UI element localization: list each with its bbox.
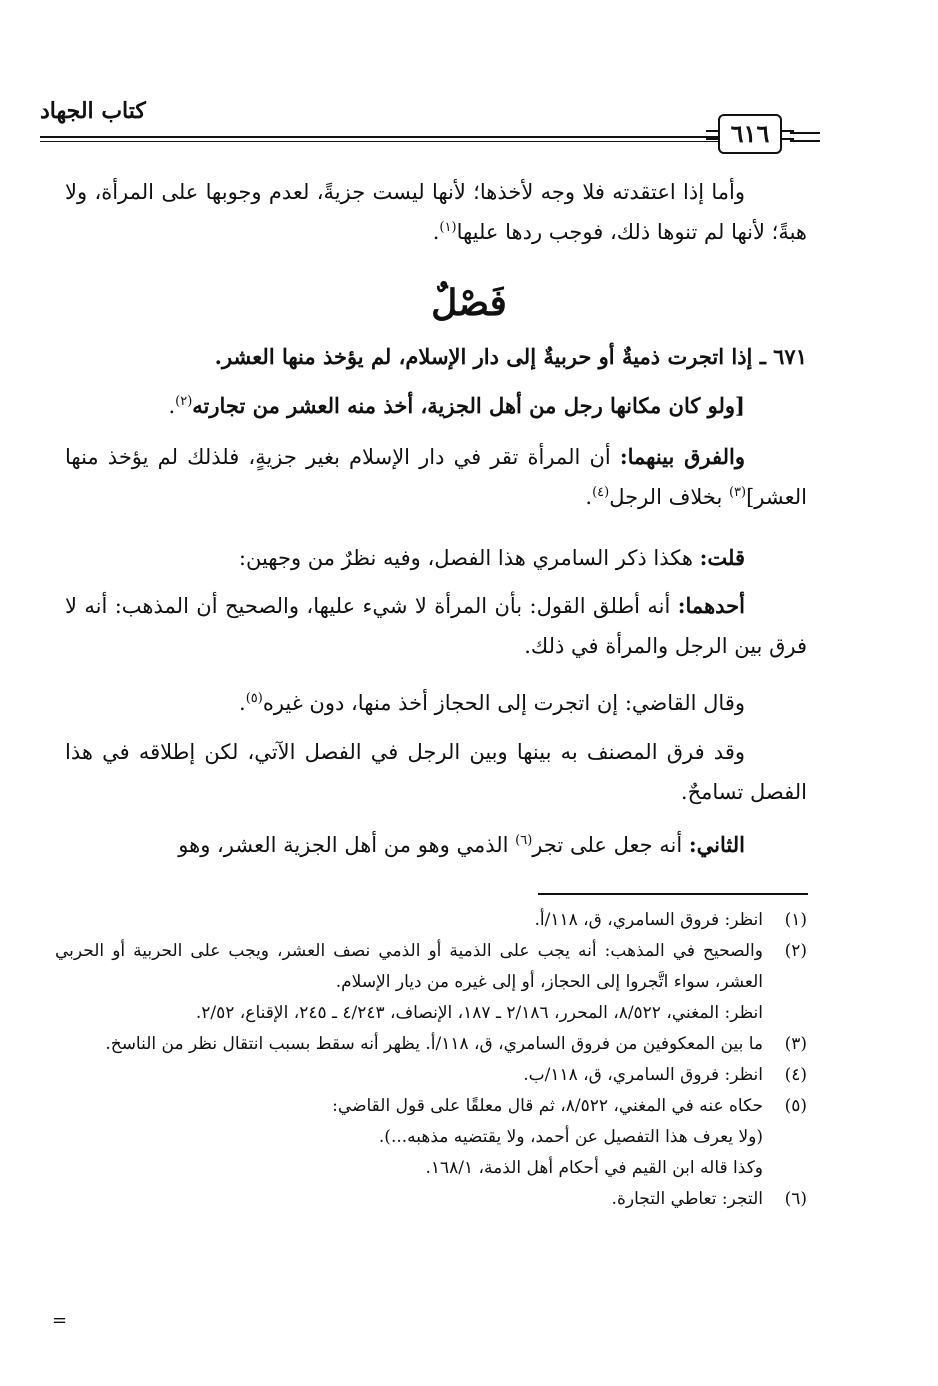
farq-text: أن المرأة تقر في دار الإسلام بغير جزيةٍ، فلذلك لم يؤخذ منها العشر] [65,445,807,509]
issue-671-text: ٦٧١ ـ إذا اتجرت ذميةٌ أو حربيةٌ إلى دار الإسلام، لم يؤخذ منها العشر. [214,344,807,369]
footnote-number: (٢) [784,941,807,961]
paragraph-intro [65,172,807,252]
footnote-number: (٦) [784,1189,807,1209]
footnote-separator [538,893,808,895]
footnote-3 [55,1029,807,1060]
farq-mid: بخلاف الرجل [609,485,729,509]
footnote-ref-5[interactable]: (٥) [245,691,263,706]
first-point-text: أنه أطلق القول: بأن المرأة لا شيء عليها، والصحيح أن المذهب: أنه لا فرق بين الرجل والمرأة في ذلك. [65,594,807,658]
paragraph-second-point [65,825,807,865]
paragraph-farq [65,437,807,517]
footnote-2 [55,936,807,1029]
qadi-end: . [239,691,246,715]
footnote-ref-6[interactable]: (٦) [515,833,533,848]
qultu-label: قلت: [699,545,745,570]
first-point-label: أحدهما: [677,593,745,618]
paragraph-671 [65,337,807,377]
page-number: ٦١٦ [718,114,782,154]
intro-text: وأما إذا اعتقدته فلا وجه لأخذها؛ لأنها ليست جزيةً، لعدم وجوبها على المرأة، ولا هبةً؛ لأنها لم تنوها ذلك، فوجب ردها عليها [65,180,807,244]
footnote-line: انظر: فروق السامري، ق، ١١٨/ب. [523,1065,763,1085]
footnote-line: حكاه عنه في المغني، ٨/٥٢٢، ثم قال معلقًا على قول القاضي: [332,1096,763,1116]
footnote-line: والصحيح في المذهب: أنه يجب على الذمية أو الذمي نصف العشر، ويجب على الحربية أو الحربي العشر، سواء اتَّجروا إلى الحجاز، أو إلى غيره من ديار الإسلام. [55,941,763,992]
bracket-text: [ولو كان مكانها رجل من أهل الجزية، أخذ منه العشر من تجارته [192,393,745,418]
paragraph-qultu [65,538,807,578]
second-point-text: أنه جعل على تجر [532,833,689,857]
footnote-line: انظر: المغني، ٨/٥٢٢، المحرر، ٢/١٨٦ ـ ١٨٧، الإنصاف، ٤/٢٤٣ ـ ٢٤٥، الإقناع، ٢/٥٢. [195,1003,763,1023]
qultu-text: هكذا ذكر السامري هذا الفصل، وفيه نظرٌ من وجهين: [238,546,700,570]
running-title: كتاب الجهاد [40,98,146,124]
footnote-line: التجر: تعاطي التجارة. [611,1189,763,1209]
musannif-text: وقد فرق المصنف به بينها وبين الرجل في الفصل الآتي، لكن إطلاقه في هذا الفصل تسامحٌ. [65,740,807,804]
footnote-ref-1[interactable]: (١) [439,220,457,235]
paragraph-bracket [65,386,807,426]
footnote-ref-3[interactable]: (٣) [728,485,747,500]
header-ornament [790,132,820,142]
page-header [40,88,820,158]
second-point-end: الذمي وهو من أهل الجزية العشر، وهو [178,833,516,857]
chapter-heading: فَصْلٌ [431,282,507,324]
farq-end: . [585,485,593,509]
bracket-end: . [168,394,176,418]
header-rule [40,136,725,142]
footnote-4 [55,1060,807,1091]
continuation-mark: = [52,1310,68,1331]
footnote-ref-4[interactable]: (٤) [592,485,610,500]
footnote-number: (٤) [784,1065,807,1085]
footnote-line: (ولا يعرف هذا التفصيل عن أحمد، ولا يقتضيه مذهبه...). [378,1127,763,1147]
footnote-5 [55,1091,807,1184]
second-point-label: الثاني: [688,832,745,857]
footnote-1 [55,905,807,936]
footnote-line: انظر: فروق السامري، ق، ١١٨/أ. [534,910,763,930]
paragraph-qadi [65,683,807,723]
footnote-number: (٣) [784,1034,807,1054]
intro-end: . [432,220,440,244]
farq-label: والفرق بينهما: [619,444,745,469]
footnote-line: ما بين المعكوفين من فروق السامري، ق، ١١٨/أ. يظهر أنه سقط بسبب انتقال نظر من الناسخ. [105,1034,763,1054]
qadi-text: وقال القاضي: إن اتجرت إلى الحجاز أخذ منها، دون غيره [262,691,745,715]
footnote-number: (١) [784,910,807,930]
paragraph-first-point [65,586,807,666]
footnotes [55,905,807,1215]
paragraph-musannif [65,732,807,812]
footnote-ref-2[interactable]: (٢) [175,394,193,409]
footnote-number: (٥) [784,1096,807,1116]
footnote-line: وكذا قاله ابن القيم في أحكام أهل الذمة، ١٦٨/١. [425,1158,763,1178]
footnote-6 [55,1184,807,1215]
